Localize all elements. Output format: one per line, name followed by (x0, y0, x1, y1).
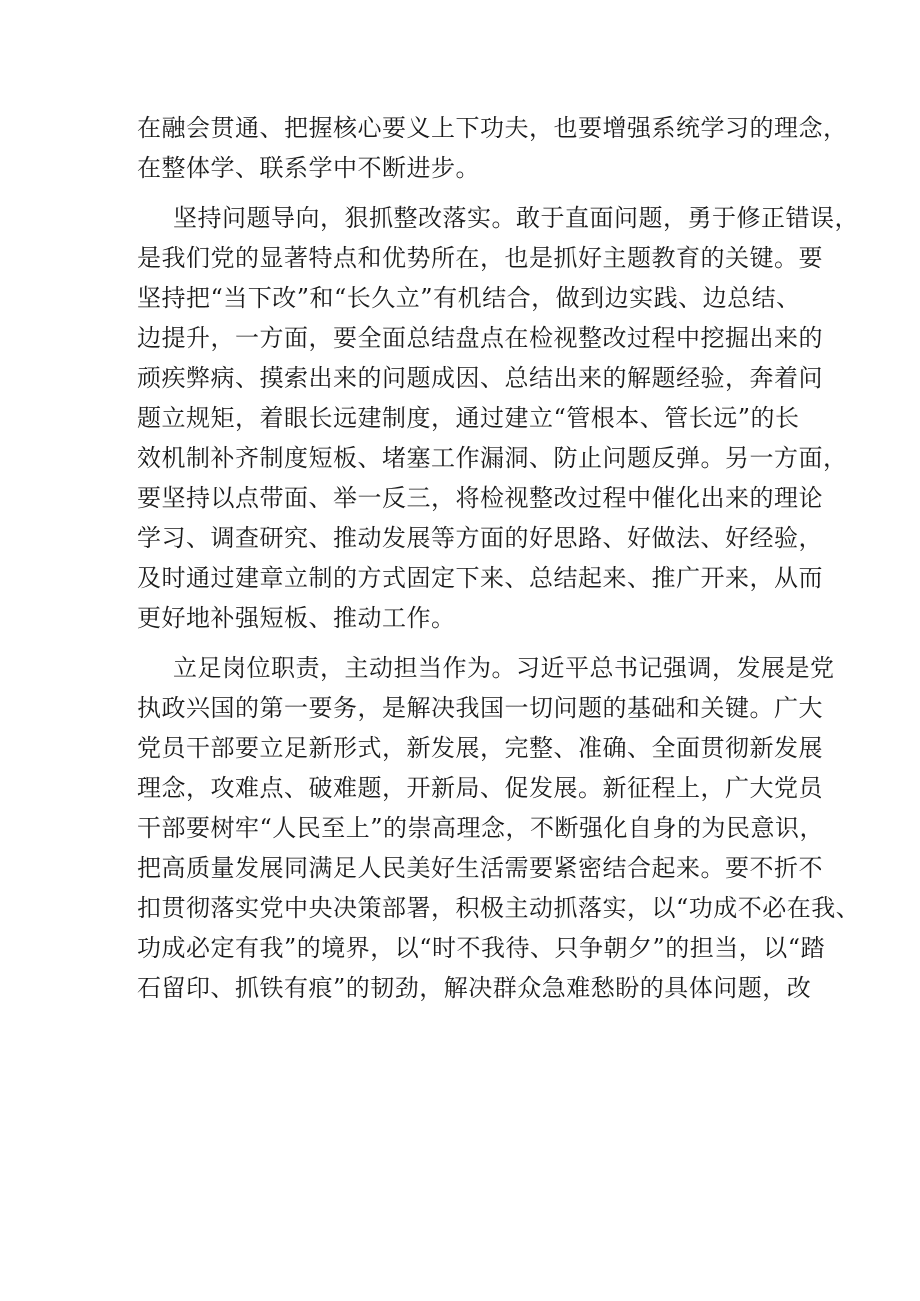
text-line: 及时通过建章立制的方式固定下来、总结起来、推广开来，从而 (137, 564, 823, 592)
paragraph-1 (137, 108, 848, 188)
text-line: 学习、调查研究、推动发展等方面的好思路、好做法、好经验， (137, 524, 823, 552)
text-line: 执政兴国的第一要务，是解决我国一切问题的基础和关键。广大 (137, 694, 823, 722)
text-line: 要坚持以点带面、举一反三，将检视整改过程中催化出来的理论 (137, 484, 823, 512)
paragraph-2 (137, 198, 859, 638)
paragraph-3 (137, 648, 861, 1008)
text-line: 在整体学、联系学中不断进步。 (137, 154, 480, 182)
document-body (137, 108, 861, 1008)
text-line: 边提升，一方面，要全面总结盘点在检视整改过程中挖掘出来的 (137, 324, 823, 352)
text-line: 石留印、抓铁有痕”的韧劲，解决群众急难愁盼的具体问题，改 (137, 974, 812, 1002)
text-line: 立足岗位职责，主动担当作为。习近平总书记强调，发展是党 (173, 654, 835, 682)
text-line: 顽疾弊病、摸索出来的问题成因、总结出来的解题经验，奔着问 (137, 364, 823, 392)
text-line: 扣贯彻落实党中央决策部署，积极主动抓落实，以“功成不必在我、 (137, 894, 861, 922)
text-line: 把高质量发展同满足人民美好生活需要紧密结合起来。要不折不 (137, 854, 823, 882)
text-line: 效机制补齐制度短板、堵塞工作漏洞、防止问题反弹。另一方面， (137, 444, 848, 472)
text-line: 更好地补强短板、推动工作。 (137, 604, 456, 632)
text-line: 党员干部要立足新形式，新发展，完整、准确、全面贯彻新发展 (137, 734, 823, 762)
text-line: 坚持把“当下改”和“长久立”有机结合，做到边实践、边总结、 (137, 284, 801, 312)
text-line: 干部要树牢“人民至上”的崇高理念，不断强化自身的为民意识， (137, 814, 825, 842)
text-line: 题立规矩，着眼长远建制度，通过建立“管根本、管长远”的长 (137, 404, 800, 432)
text-line: 在融会贯通、把握核心要义上下功夫，也要增强系统学习的理念， (137, 114, 848, 142)
text-line: 功成必定有我”的境界，以“时不我待、只争朝夕”的担当，以“踏 (137, 934, 826, 962)
text-line: 理念，攻难点、破难题，开新局、促发展。新征程上，广大党员 (137, 774, 823, 802)
text-line: 是我们党的显著特点和优势所在，也是抓好主题教育的关键。要 (137, 244, 823, 272)
text-line: 坚持问题导向，狠抓整改落实。敢于直面问题，勇于修正错误， (173, 204, 859, 232)
